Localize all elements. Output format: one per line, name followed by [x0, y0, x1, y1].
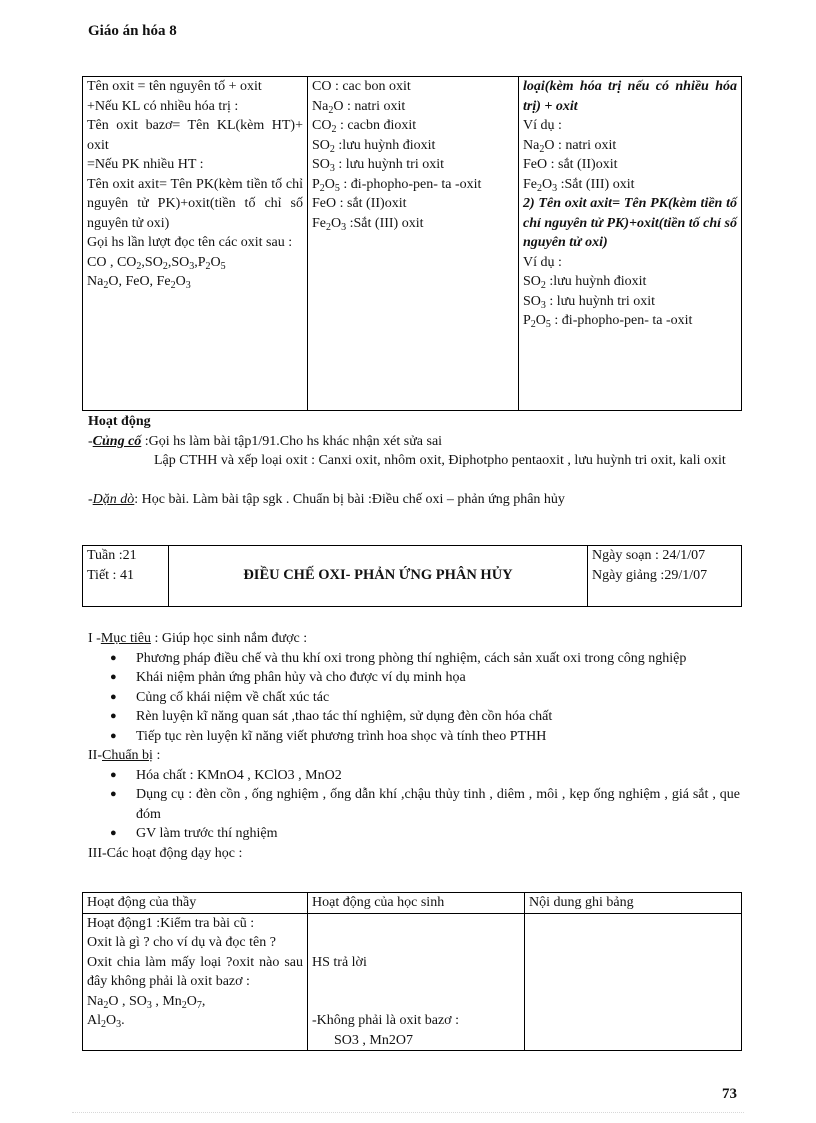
list-item: ● Củng cố khái niệm về chất xúc tác: [136, 688, 740, 708]
naming-rule-bold: loại(kèm hóa trị nếu có nhiều hóa trị) + oxit: [523, 79, 737, 114]
teacher-column: [83, 77, 308, 411]
activity-text: Oxit chia làm mấy loại ?oxit nào sau đây không phải là oxit bazơ :: [87, 954, 303, 989]
activity-heading: Hoạt động: [88, 414, 151, 429]
naming-rule: Tên oxit = tên nguyên tố + oxit: [87, 79, 262, 94]
oxide-naming-table: [82, 76, 742, 411]
oxide-list: $Al_2O_3$.: [87, 1013, 125, 1030]
student-answer: HS trả lời: [312, 954, 367, 970]
preparation-list: [88, 766, 740, 844]
teach-date: Ngày giảng :29/1/07: [592, 567, 708, 583]
preparation-heading: II-Chuẩn bị :: [88, 748, 161, 763]
oxide-name: $SO_2$ :lưu huỳnh đioxit: [523, 274, 647, 291]
naming-rule: =Nếu PK nhiều HT :: [87, 157, 204, 172]
oxide-list: CO , $CO_2,SO_2,SO_3,P_2O_5$: [87, 254, 226, 272]
example-label: Ví dụ :: [523, 254, 562, 270]
oxide-name: $Na_2O$ : natri oxit: [523, 137, 617, 155]
naming-rule: Tên oxit bazơ= Tên KL(kèm HT)+ oxit: [87, 118, 303, 153]
prep-date: Ngày soạn : 24/1/07: [592, 548, 706, 563]
activity-text: Hoạt động1 :Kiểm tra bài cũ :: [87, 915, 255, 931]
oxide-name: CO : cac bon oxit: [312, 79, 411, 94]
cungco-line: -Củng cố :Gọi hs làm bài tập1/91.Cho hs khác nhận xét sửa sai: [88, 433, 443, 449]
oxide-name: $P_2O_5$ : đi-phopho-pen- ta -oxit: [312, 176, 482, 194]
week-period-cell: [83, 546, 169, 607]
oxide-name: $SO_3$ : lưu huỳnh tri oxit: [312, 157, 444, 174]
naming-rule: Tên oxit axit= Tên PK(kèm tiền tố chỉ nguyên tử PK)+oxit(tiền tố chỉ số nguyên tử oxi): [87, 176, 303, 231]
teacher-activity: [83, 913, 308, 1051]
oxide-name: $Fe_2O_3$ :Sắt (III) oxit: [523, 176, 635, 194]
student-answer: -Không phải là oxit bazơ :: [312, 1013, 459, 1028]
oxide-name: $SO_3$ : lưu huỳnh tri oxit: [523, 293, 655, 311]
list-item: ● Khái niệm phản ứng phân hủy và cho được ví dụ minh họa: [136, 668, 740, 688]
list-item: ● Dụng cụ : đèn cồn , ống nghiệm , ống dẫn khí ,chậu thủy tinh , diêm , môi , kẹp ống nghiệm , giá sắt , que đóm: [136, 785, 740, 824]
activities-heading: III-Các hoạt động dạy học :: [88, 845, 243, 861]
objectives-list: [88, 649, 740, 747]
oxide-name: FeO : sắt (II)oxit: [523, 157, 618, 172]
list-item: ● Phương pháp điều chế và thu khí oxi trong phòng thí nghiệm, cách sản xuất oxi trong công nghiệp: [136, 649, 740, 669]
column-header: Hoạt động của thầy: [83, 893, 308, 914]
lesson-header-table: [82, 545, 742, 607]
date-cell: [588, 546, 742, 607]
oxide-name: $SO_2$ :lưu huỳnh đioxit: [312, 137, 436, 155]
document-header: Giáo án hóa 8: [88, 23, 177, 39]
lap-line: Lập CTHH và xếp loại oxit : Canxi oxit, nhôm oxit, Điphotpho pentaoxit , lưu huỳnh tri oxit, kali oxit: [154, 453, 726, 468]
naming-rule-bold: 2) Tên oxit axit= Tên PK(kèm tiền tố chỉ nguyên tử PK)+oxit(tiền tố chỉ số nguyên tử oxi): [523, 196, 737, 250]
example-label: Ví dụ :: [523, 118, 562, 133]
objectives-section: [88, 629, 740, 863]
list-item: ● Tiếp tục rèn luyện kĩ năng viết phương trình hoa shọc và tính theo PTHH: [136, 727, 740, 747]
board-content: [525, 913, 742, 1051]
student-column: [308, 77, 519, 411]
period: Tiết : 41: [87, 567, 134, 583]
oxide-list: $Na_2O$, FeO, $Fe_2O_3$: [87, 274, 191, 291]
oxide-name: $Na_2O$ : natri oxit: [312, 98, 406, 116]
page-number: 73: [722, 1086, 737, 1102]
instruction: Gọi hs lần lượt đọc tên các oxit sau :: [87, 235, 293, 250]
list-item: ● Hóa chất : KMnO4 , KClO3 , MnO2: [136, 766, 740, 786]
oxide-name: FeO : sắt (II)oxit: [312, 196, 407, 211]
activities-table: [82, 892, 742, 1051]
oxide-name: $CO_2$ : cacbn đioxit: [312, 118, 417, 135]
week: Tuần :21: [87, 548, 137, 563]
column-header: Hoạt động của học sinh: [308, 893, 525, 914]
naming-rule: +Nếu KL có nhiều hóa trị :: [87, 98, 239, 114]
activity-text: Oxit là gì ? cho ví dụ và đọc tên ?: [87, 935, 276, 950]
footer-divider: [72, 1112, 744, 1113]
list-item: ● Rèn luyện kĩ năng quan sát ,thao tác thí nghiệm, sử dụng đèn cồn hóa chất: [136, 707, 740, 727]
board-content-column: [519, 77, 742, 411]
oxide-list: $Na_2O$ , $SO_3$ , $Mn_2O_7$,: [87, 993, 206, 1011]
list-item: ● GV làm trước thí nghiệm: [136, 824, 740, 844]
dando-line: -Dặn dò: Học bài. Làm bài tập sgk . Chuẩn bị bài :Điều chế oxi – phản ứng phân hủy: [88, 491, 565, 507]
objectives-heading: I -Mục tiêu : Giúp học sinh nắm được :: [88, 631, 308, 646]
oxide-name: $Fe_2O_3$ :Sắt (III) oxit: [312, 215, 424, 233]
column-header: Nội dung ghi bảng: [525, 893, 742, 914]
activity-section: [88, 412, 740, 509]
student-answer: SO3 , Mn2O7: [334, 1032, 413, 1048]
lesson-title: ĐIỀU CHẾ OXI- PHẢN ỨNG PHÂN HỦY: [169, 546, 588, 607]
oxide-name: $P_2O_5$ : đi-phopho-pen- ta -oxit: [523, 313, 693, 330]
student-activity: [308, 913, 525, 1051]
